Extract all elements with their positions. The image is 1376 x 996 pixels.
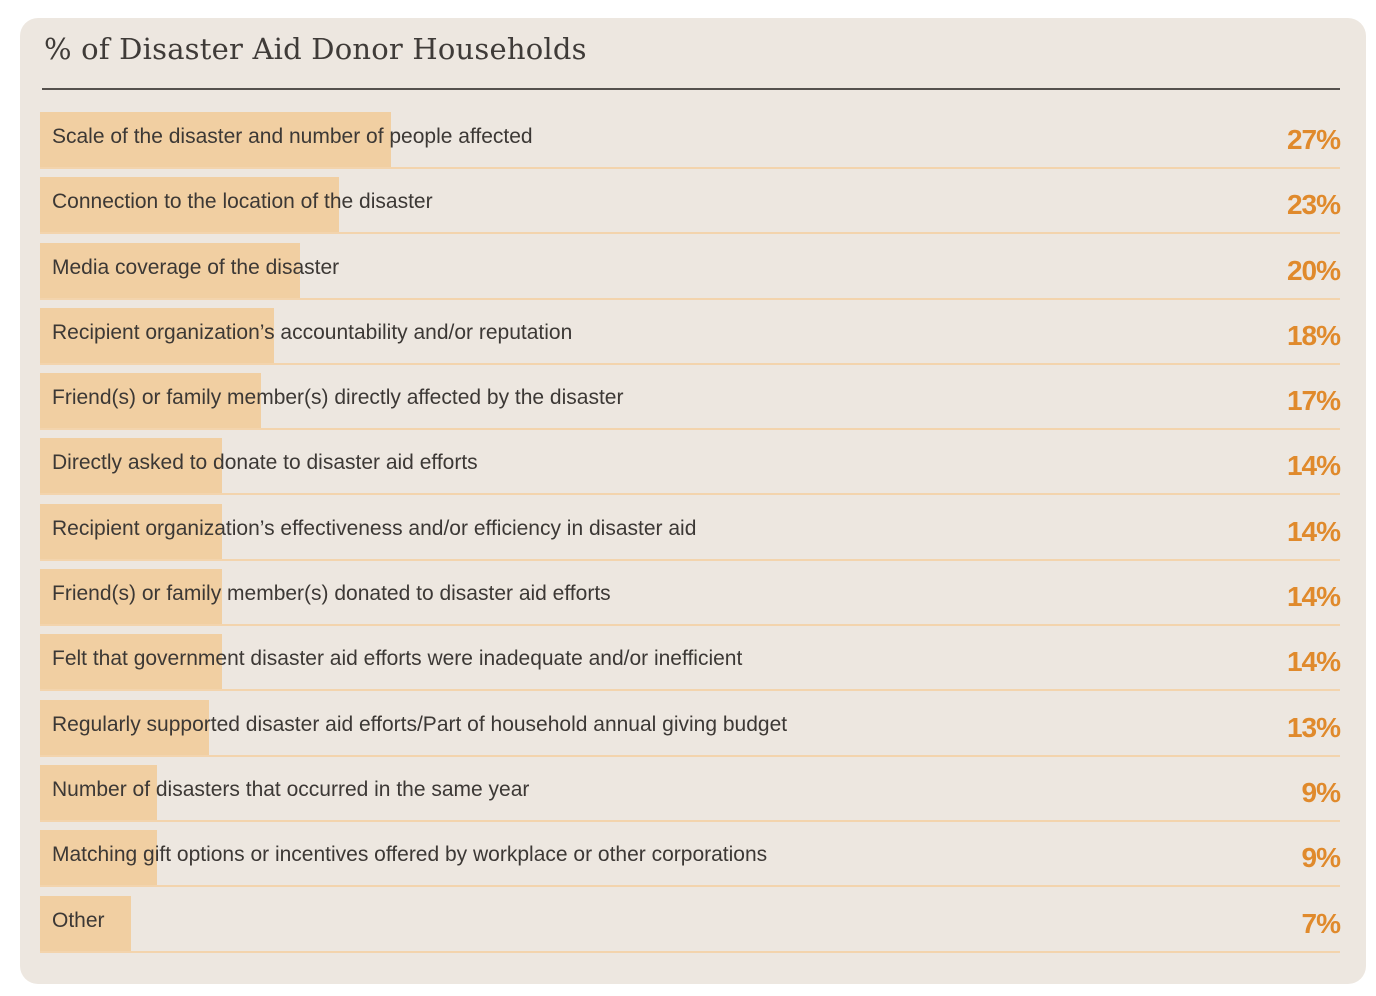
bar-value-label: 13% (1286, 711, 1340, 743)
bar-category-label: Scale of the disaster and number of people affected (52, 125, 533, 148)
bar-category-label: Friend(s) or family member(s) donated to disaster aid efforts (52, 582, 611, 606)
bar-rows (40, 112, 1340, 961)
bar-row (40, 700, 1340, 765)
bar-row (40, 569, 1340, 634)
bar-value-label: 14% (1286, 646, 1340, 678)
chart-title: % of Disaster Aid Donor Households (44, 32, 587, 66)
bar-row (40, 765, 1340, 830)
bar-row (40, 177, 1340, 242)
bar-row (40, 504, 1340, 569)
bar-row (40, 243, 1340, 308)
bar-category-label: Media coverage of the disaster (52, 255, 340, 279)
bar-value-label: 9% (1301, 776, 1340, 808)
bar-row (40, 308, 1340, 373)
bar-category-label: Friend(s) or family member(s) directly affected by the disaster (52, 386, 624, 410)
bar-row (40, 896, 1340, 961)
bar-row (40, 830, 1340, 895)
bar-category-label: Connection to the location of the disaster (52, 190, 433, 214)
bar-category-label: Regularly supported disaster aid efforts/Part of household annual giving budget (52, 712, 788, 736)
bar-value-label: 17% (1286, 385, 1340, 417)
bar-row (40, 438, 1340, 503)
bar-value-label: 7% (1301, 907, 1340, 939)
bar-category-label: Recipient organization’s effectiveness and/or efficiency in disaster aid (52, 516, 697, 540)
chart-panel (20, 18, 1366, 984)
bar-value-label: 14% (1286, 450, 1340, 482)
bar-value-label: 18% (1286, 319, 1340, 351)
bar-category-label: Number of disasters that occurred in the same year (52, 777, 530, 801)
bar-row (40, 112, 1340, 177)
bar-row (40, 373, 1340, 438)
bar-category-label: Matching gift options or incentives offered by workplace or other corporations (52, 843, 768, 867)
bar-value-label: 20% (1286, 254, 1340, 286)
bar-value-label: 14% (1286, 581, 1340, 613)
title-divider (42, 88, 1340, 90)
bar-value-label: 23% (1286, 189, 1340, 221)
bar-category-label: Other (52, 908, 105, 932)
bar-value-label: 9% (1301, 842, 1340, 874)
bar-value-label: 27% (1286, 124, 1340, 155)
bar-category-label: Directly asked to donate to disaster aid efforts (52, 451, 478, 475)
bar-category-label: Felt that government disaster aid efforts were inadequate and/or inefficient (52, 647, 743, 671)
bar-category-label: Recipient organization’s accountability and/or reputation (52, 320, 573, 344)
bar-value-label: 14% (1286, 515, 1340, 547)
bar-row (40, 634, 1340, 699)
